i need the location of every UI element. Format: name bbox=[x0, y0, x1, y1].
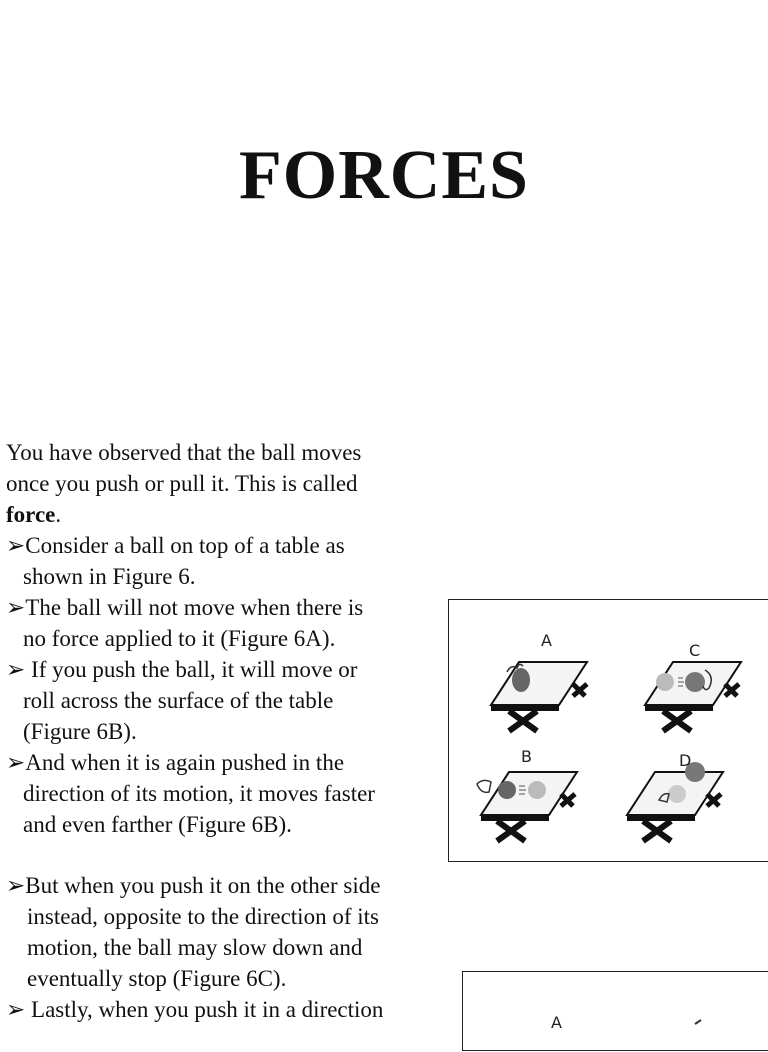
bullet-item bbox=[6, 530, 446, 561]
bullet-continuation: and even farther (Figure 6B). bbox=[23, 812, 292, 837]
bullet-text: Consider a ball on top of a table as bbox=[25, 533, 345, 558]
figure2-label-a: A bbox=[551, 1013, 562, 1032]
spacer bbox=[6, 840, 446, 870]
bullet-arrow-icon: ➢ bbox=[6, 750, 26, 775]
bullet-continuation: eventually stop (Figure 6C). bbox=[27, 966, 287, 991]
bullet-item bbox=[6, 870, 446, 901]
bullet-text: Lastly, when you push it in a direction bbox=[25, 997, 384, 1022]
figure-label-d: D bbox=[679, 751, 692, 770]
bullet-continuation: shown in Figure 6. bbox=[23, 564, 196, 589]
figure-label-c: C bbox=[689, 641, 701, 660]
figure-7-partial bbox=[462, 971, 768, 1051]
table-d bbox=[627, 762, 723, 841]
figure-7-illustration bbox=[463, 972, 768, 1052]
bullet-text: But when you push it on the other side bbox=[25, 873, 381, 898]
bullet-item bbox=[6, 654, 446, 685]
bullet-item bbox=[6, 994, 446, 1025]
bullet-arrow-icon: ➢ bbox=[6, 657, 26, 682]
bullet-item bbox=[6, 747, 446, 778]
figure-6-illustration bbox=[449, 600, 768, 863]
force-term: force bbox=[6, 502, 56, 527]
paragraph-line: once you push or pull it. This is called bbox=[6, 471, 358, 496]
bullet-continuation: (Figure 6B). bbox=[23, 719, 137, 744]
figure-label-b: B bbox=[521, 747, 532, 766]
bullet-continuation: instead, opposite to the direction of its bbox=[27, 904, 379, 929]
paragraph-line: You have observed that the ball moves bbox=[6, 440, 362, 465]
period: . bbox=[55, 502, 62, 527]
bullet-continuation: roll across the surface of the table bbox=[23, 688, 334, 713]
table-c bbox=[645, 662, 741, 731]
bullet-text: If you push the ball, it will move or bbox=[25, 657, 358, 682]
figure-6 bbox=[448, 599, 768, 862]
bullet-continuation: no force applied to it (Figure 6A). bbox=[23, 626, 336, 651]
bullet-item bbox=[6, 592, 446, 623]
bullet-continuation: motion, the ball may slow down and bbox=[27, 935, 363, 960]
bullet-arrow-icon: ➢ bbox=[6, 873, 26, 898]
paragraph-line bbox=[6, 499, 446, 530]
bullet-arrow-icon: ➢ bbox=[6, 997, 26, 1022]
bullet-arrow-icon: ➢ bbox=[6, 595, 26, 620]
table-a bbox=[491, 662, 587, 731]
bullet-text: And when it is again pushed in the bbox=[25, 750, 345, 775]
body-text bbox=[6, 437, 446, 1025]
bullet-continuation: direction of its motion, it moves faster bbox=[23, 781, 375, 806]
page-title: FORCES bbox=[239, 137, 529, 214]
table-b bbox=[477, 772, 577, 841]
bullet-arrow-icon: ➢ bbox=[6, 533, 26, 558]
bullet-text: The ball will not move when there is bbox=[25, 595, 364, 620]
figure-label-a: A bbox=[541, 631, 552, 650]
